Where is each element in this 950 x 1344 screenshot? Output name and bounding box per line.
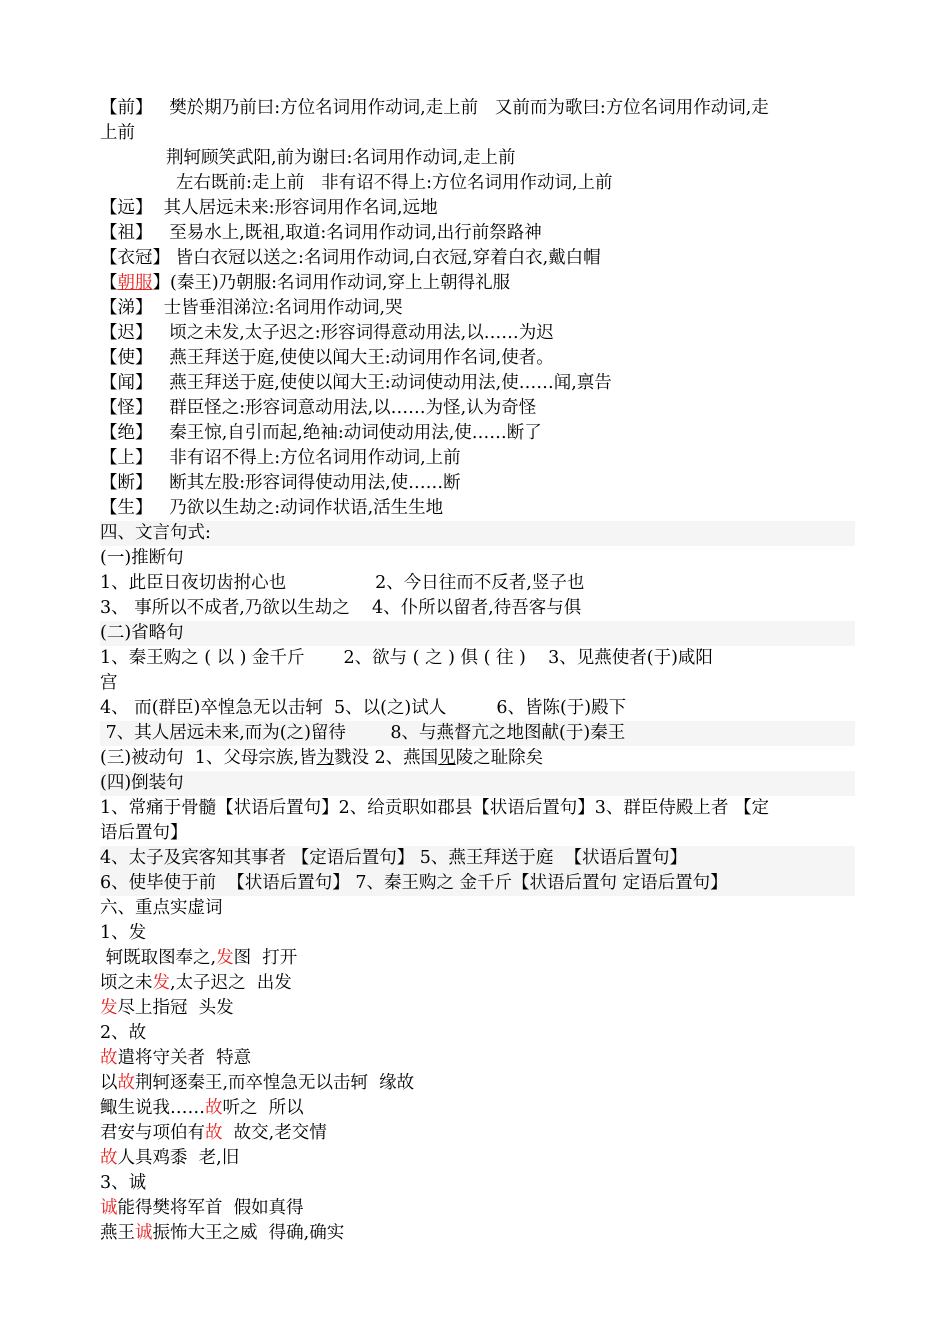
text-segment: 戮没 2、燕国 — [333, 748, 439, 768]
text-line: 语后置句】 — [100, 823, 188, 843]
text-line: 4、 而(群臣)卒惶急无以击轲 5、以(之)试人 6、皆陈(于)殿下 — [100, 698, 627, 718]
text-line: 【绝】 秦王惊,自引而起,绝袖:动词使动用法,使……断了 — [100, 423, 542, 443]
text-line: 【涕】 士皆垂泪涕泣:名词用作动词,哭 — [100, 298, 403, 318]
text-line: 1、常痛于骨髓【状语后置句】2、给贡职如郡县【状语后置句】3、群臣侍殿上者 【定 — [100, 798, 769, 818]
word-heading: 3、诚 — [100, 1173, 147, 1193]
text-segment: 能得樊将军首 假如真得 — [117, 1198, 304, 1218]
text-line: 【衣冠】 皆白衣冠以送之:名词用作动词,白衣冠,穿着白衣,戴白帽 — [100, 248, 601, 268]
text-segment: 【 — [100, 273, 118, 293]
text-line: 荆轲顾笑武阳,前为谢曰:名词用作动词,走上前 — [166, 148, 516, 168]
text-line: 【使】 燕王拜送于庭,使使以闻大王:动词用作名词,使者。 — [100, 348, 554, 368]
text-line — [100, 271, 855, 296]
underlined-word: 为 — [316, 748, 334, 768]
text-line: 【怪】 群臣怪之:形容词意动用法,以……为怪,认为奇怪 — [100, 398, 537, 418]
text-line: 【祖】 至易水上,既祖,取道:名词用作动词,出行前祭路神 — [100, 223, 542, 243]
text-segment: ,太子迟之 出发 — [170, 973, 292, 993]
text-segment: (三)被动句 1、父母宗族,皆 — [100, 748, 317, 768]
text-segment: 陵之耻除矣 — [455, 748, 544, 768]
text-line: 【远】 其人居远未来:形容词用作名词,远地 — [100, 198, 438, 218]
text-line — [100, 1221, 855, 1246]
text-line: 【前】 樊於期乃前曰:方位名词用作动词,走上前 又前而为歌曰:方位名词用作动词,走 — [100, 98, 769, 118]
text-segment: 轲既取图奉之, — [100, 948, 217, 968]
subsection-heading: (一)推断句 — [100, 548, 184, 568]
text-line — [100, 1146, 855, 1171]
text-line: 7、其人居远未来,而为(之)留待 8、与燕督亢之地图献(于)秦王 — [100, 721, 855, 746]
text-line — [100, 996, 855, 1021]
text-segment: 故交,老交情 — [222, 1123, 327, 1143]
text-line — [100, 1096, 855, 1121]
text-segment: 鲰生说我…… — [100, 1098, 205, 1118]
text-line: 4、太子及宾客知其事者 【定语后置句】 5、燕王拜送于庭 【状语后置句】 — [100, 846, 855, 871]
highlight-word: 发 — [216, 948, 234, 968]
section-heading: 四、文言句式: — [100, 521, 855, 546]
highlight-word: 发 — [100, 998, 118, 1018]
text-line: 3、 事所以不成者,乃欲以生劫之 4、仆所以留者,待吾客与俱 — [100, 598, 582, 618]
text-line: 【闻】 燕王拜送于庭,使使以闻大王:动词使动用法,使……闻,禀告 — [100, 373, 612, 393]
subsection-heading: (四)倒装句 — [100, 771, 855, 796]
text-line: 【上】 非有诏不得上:方位名词用作动词,上前 — [100, 448, 461, 468]
text-line: 6、使毕使于前 【状语后置句】 7、秦王购之 金千斤【状语后置句 定语后置句】 — [100, 871, 855, 896]
text-line — [100, 1071, 855, 1096]
highlight-word: 故 — [117, 1073, 135, 1093]
text-line — [100, 971, 855, 996]
underlined-word: 见 — [438, 748, 456, 768]
text-line — [100, 746, 855, 771]
highlight-word: 发 — [152, 973, 170, 993]
highlight-word: 故 — [205, 1098, 223, 1118]
text-segment: 顷之未 — [100, 973, 153, 993]
text-line: 上前 — [100, 123, 135, 143]
word-heading: 2、故 — [100, 1023, 147, 1043]
text-segment: 遣将守关者 特意 — [117, 1048, 252, 1068]
text-line — [100, 1121, 855, 1146]
highlight-word: 故 — [100, 1148, 118, 1168]
text-line: 左右既前:走上前 非有诏不得上:方位名词用作动词,上前 — [176, 173, 613, 193]
text-line: 【断】 断其左股:形容词得使动用法,使……断 — [100, 473, 461, 493]
text-line — [100, 946, 855, 971]
section-heading: 六、重点实虚词 — [100, 898, 223, 918]
text-segment: 听之 所以 — [222, 1098, 304, 1118]
highlight-word: 诚 — [100, 1198, 118, 1218]
highlight-word: 故 — [100, 1048, 118, 1068]
text-segment: 荆轲逐秦王,而卒惶急无以击轲 缘故 — [135, 1073, 415, 1093]
text-line — [100, 1046, 855, 1071]
highlight-word: 诚 — [135, 1223, 153, 1243]
word-heading: 1、发 — [100, 923, 147, 943]
text-line: 1、秦王购之 ( 以 ) 金千斤 2、欲与 ( 之 ) 俱 ( 往 ) 3、见燕使者(于)咸阳 — [100, 648, 713, 668]
text-line: 【生】 乃欲以生劫之:动词作状语,活生生地 — [100, 498, 444, 518]
text-segment: 君安与项伯有 — [100, 1123, 205, 1143]
text-line: 宫 — [100, 673, 118, 693]
text-segment: 振怖大王之威 得确,确实 — [152, 1223, 345, 1243]
text-segment: 尽上指冠 头发 — [117, 998, 234, 1018]
highlight-link[interactable]: 朝服 — [117, 273, 153, 293]
text-segment: 图 打开 — [233, 948, 298, 968]
text-segment: 人具鸡黍 老,旧 — [117, 1148, 240, 1168]
subsection-heading: (二)省略句 — [100, 621, 855, 646]
text-line: 1、此臣日夜切齿拊心也 2、今日往而不反者,竖子也 — [100, 573, 585, 593]
text-line — [100, 1196, 855, 1221]
text-segment: 以 — [100, 1073, 118, 1093]
text-segment: 】(秦王)乃朝服:名词用作动词,穿上上朝得礼服 — [152, 273, 511, 293]
text-segment: 燕王 — [100, 1223, 135, 1243]
text-line: 【迟】 顷之未发,太子迟之:形容词得意动用法,以……为迟 — [100, 323, 554, 343]
highlight-word: 故 — [205, 1123, 223, 1143]
